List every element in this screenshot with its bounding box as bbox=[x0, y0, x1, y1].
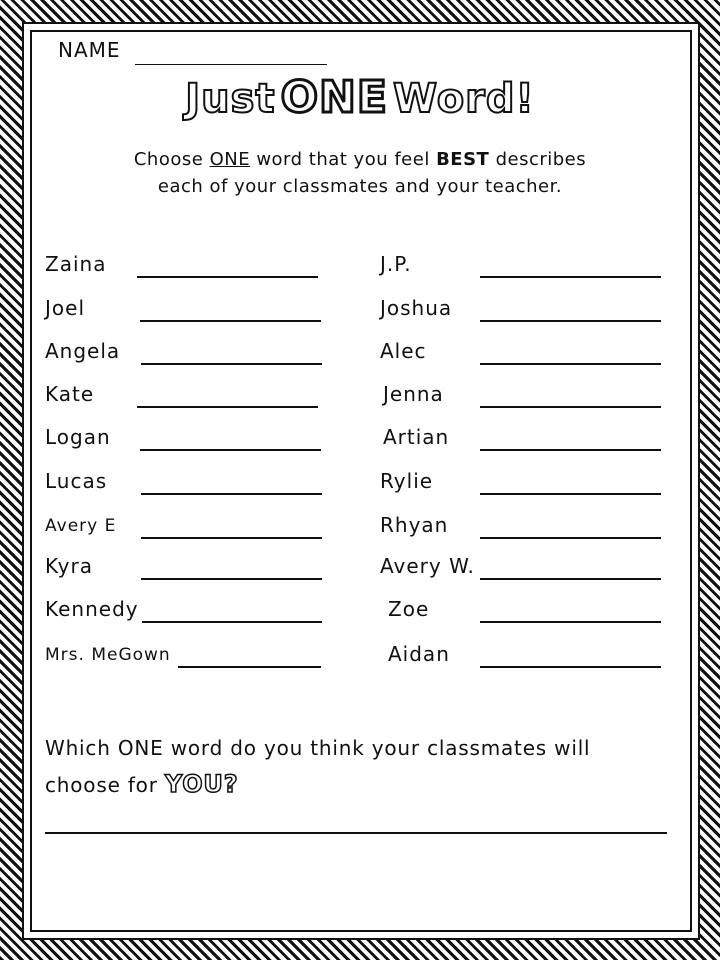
title-word: Word! bbox=[393, 76, 535, 122]
question-line1: Which ONE word do you think your classmates will bbox=[45, 736, 591, 760]
right-name-4: Jenna bbox=[383, 382, 444, 406]
left-name-5: Logan bbox=[45, 425, 111, 449]
right-answer-line-8[interactable] bbox=[480, 578, 661, 580]
right-name-1: J.P. bbox=[380, 252, 412, 276]
right-name-5: Artian bbox=[383, 425, 450, 449]
title-just: Just bbox=[185, 76, 276, 122]
left-answer-line-3[interactable] bbox=[141, 363, 322, 365]
left-answer-line-6[interactable] bbox=[141, 493, 322, 495]
right-answer-line-4[interactable] bbox=[480, 406, 661, 408]
left-answer-line-2[interactable] bbox=[140, 320, 321, 322]
left-answer-line-8[interactable] bbox=[141, 578, 322, 580]
left-answer-line-10[interactable] bbox=[178, 666, 321, 668]
name-label: NAME bbox=[58, 38, 121, 62]
left-name-3: Angela bbox=[45, 339, 121, 363]
left-name-4: Kate bbox=[45, 382, 95, 406]
left-name-2: Joel bbox=[45, 296, 85, 320]
right-name-8: Avery W. bbox=[380, 554, 475, 578]
right-name-3: Alec bbox=[380, 339, 427, 363]
left-answer-line-1[interactable] bbox=[137, 276, 318, 278]
right-answer-line-5[interactable] bbox=[480, 449, 661, 451]
right-answer-line-9[interactable] bbox=[480, 621, 661, 623]
right-answer-line-2[interactable] bbox=[480, 320, 661, 322]
instr-one: ONE bbox=[209, 149, 251, 170]
right-name-2: Joshua bbox=[380, 296, 453, 320]
left-name-6: Lucas bbox=[45, 469, 108, 493]
right-name-10: Aidan bbox=[388, 642, 450, 666]
instr-middle: word that you feel bbox=[256, 149, 430, 170]
left-name-10: Mrs. MeGown bbox=[45, 645, 171, 665]
instr-choose: Choose bbox=[133, 149, 204, 170]
left-name-7: Avery E bbox=[45, 516, 117, 536]
right-answer-line-3[interactable] bbox=[480, 363, 661, 365]
self-answer-line[interactable] bbox=[45, 832, 667, 834]
left-name-9: Kennedy bbox=[45, 597, 139, 621]
question-you: YOU? bbox=[164, 770, 239, 798]
right-name-9: Zoe bbox=[388, 597, 430, 621]
self-question bbox=[45, 730, 665, 803]
right-name-6: Rylie bbox=[380, 469, 434, 493]
left-name-1: Zaina bbox=[45, 252, 107, 276]
left-answer-line-4[interactable] bbox=[137, 406, 318, 408]
right-answer-line-7[interactable] bbox=[480, 537, 661, 539]
left-answer-line-5[interactable] bbox=[140, 449, 321, 451]
instr-describes: describes bbox=[495, 149, 587, 170]
instr-line2: each of your classmates and your teacher. bbox=[157, 176, 563, 197]
right-answer-line-10[interactable] bbox=[480, 666, 661, 668]
instr-best: BEST bbox=[436, 149, 490, 170]
left-name-8: Kyra bbox=[45, 554, 93, 578]
left-answer-line-9[interactable] bbox=[142, 621, 322, 623]
left-answer-line-7[interactable] bbox=[141, 537, 322, 539]
right-answer-line-1[interactable] bbox=[480, 276, 661, 278]
right-answer-line-6[interactable] bbox=[480, 493, 661, 495]
title-one: ONE bbox=[280, 72, 388, 123]
right-name-7: Rhyan bbox=[380, 513, 449, 537]
question-line2: choose for bbox=[45, 773, 158, 797]
